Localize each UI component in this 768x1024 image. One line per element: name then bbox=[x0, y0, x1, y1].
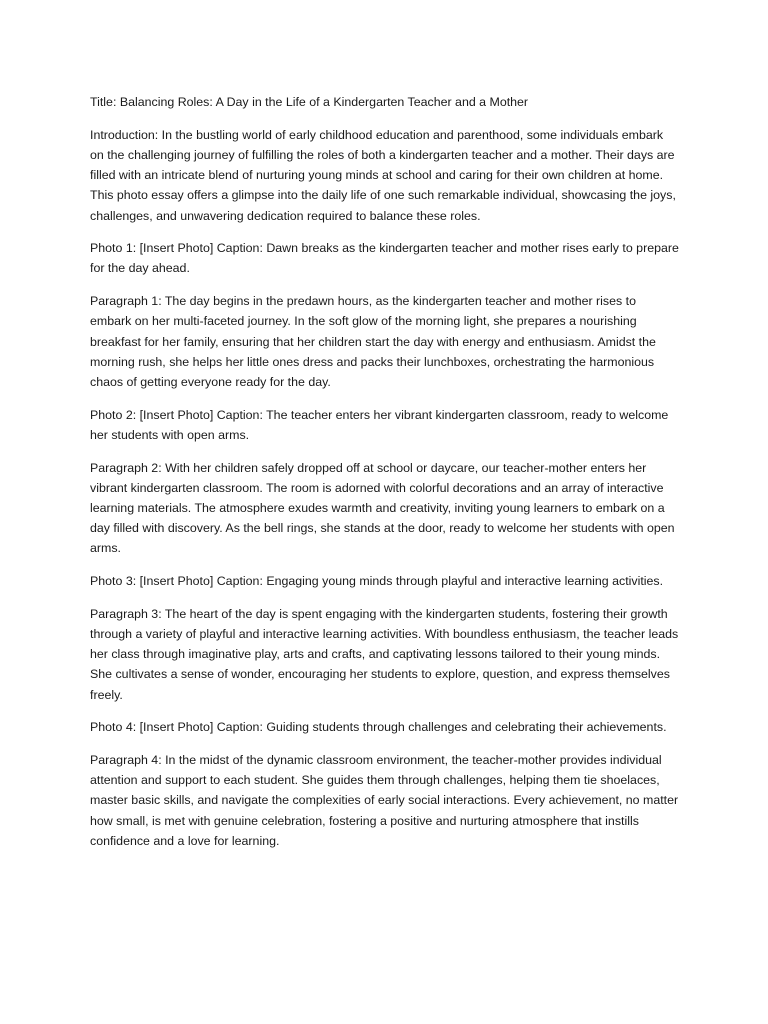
photo-4-caption: Photo 4: [Insert Photo] Caption: Guiding students through challenges and celebrating their achievements. bbox=[90, 720, 667, 735]
paragraph-3: Paragraph 3: The heart of the day is spent engaging with the kindergarten students, fostering their growth through a variety of playful and interactive learning activities. With boundless enthusiasm, the teacher leads her class through imaginative play, arts and crafts, and captivating lessons tailored to their young minds. She cultivates a sense of wonder, encouraging her students to explore, question, and express themselves freely. bbox=[90, 606, 679, 702]
document-title: Title: Balancing Roles: A Day in the Life of a Kindergarten Teacher and a Mother bbox=[90, 95, 529, 109]
photo-2-caption: Photo 2: [Insert Photo] Caption: The teacher enters her vibrant kindergarten classroom, ready to welcome her students with open arms. bbox=[90, 407, 669, 442]
paragraph-2: Paragraph 2: With her children safely dropped off at school or daycare, our teacher-mother enters her vibrant kindergarten classroom. The room is adorned with colorful decorations and an array of interactive learning materials. The atmosphere exudes warmth and creativity, inviting young learners to embark on a day filled with discovery. As the bell rings, she stands at the door, ready to welcome her students with open arms. bbox=[90, 460, 675, 556]
photo-1-caption: Photo 1: [Insert Photo] Caption: Dawn breaks as the kindergarten teacher and mother rises early to prepare for the day ahead. bbox=[90, 241, 679, 276]
paragraph-4: Paragraph 4: In the midst of the dynamic classroom environment, the teacher-mother provides individual attention and support to each student. She guides them through challenges, helping them tie shoelaces, master basic skills, and navigate the complexities of early social interactions. Every achievement, no matter how small, is met with genuine celebration, fostering a positive and nurturing atmosphere that instills confidence and a love for learning. bbox=[90, 752, 679, 848]
document-page bbox=[90, 92, 680, 864]
paragraph-1: Paragraph 1: The day begins in the predawn hours, as the kindergarten teacher and mother rises to embark on her multi-faceted journey. In the soft glow of the morning light, she prepares a nourishing breakfast for her family, ensuring that her children start the day with energy and enthusiasm. Amidst the morning rush, she helps her little ones dress and packs their lunchboxes, orchestrating the harmonious chaos of getting everyone ready for the day. bbox=[90, 294, 656, 389]
photo-3-caption: Photo 3: [Insert Photo] Caption: Engaging young minds through playful and interactive learning activities. bbox=[90, 574, 664, 589]
introduction-paragraph: Introduction: In the bustling world of early childhood education and parenthood, some individuals embark on the challenging journey of fulfilling the roles of both a kindergarten teacher and a mother. Their days are filled with an intricate blend of nurturing young minds at school and caring for their own children at home. This photo essay offers a glimpse into the daily life of one such remarkable individual, showcasing the joys, challenges, and unwavering dedication required to balance these roles. bbox=[90, 127, 676, 223]
